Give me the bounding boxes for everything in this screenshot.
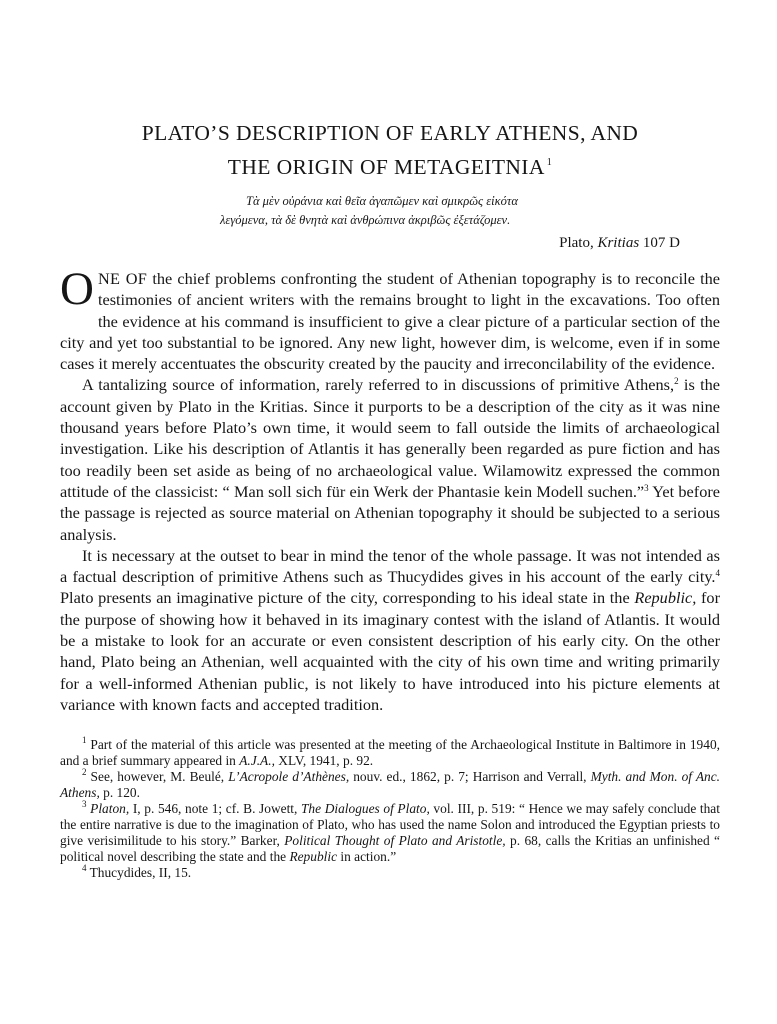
footnote-3 (60, 801, 720, 865)
epigraph-greek-line-2: λεγόμενα, τὰ δὲ θνητὰ καὶ ἀνθρώπινα ἀκριβῶς ἐξετάζομεν. (220, 213, 511, 227)
footnote-1-number: 1 (82, 735, 87, 746)
footnote-4-number: 4 (82, 863, 87, 874)
title-line-2: THE ORIGIN OF METAGEITNIA (227, 155, 545, 179)
lead-in-caps: NE OF (97, 269, 148, 288)
attribution-work: Kritias (597, 235, 640, 251)
paragraph-2 (60, 374, 720, 544)
footnote-3-work-3: Political Thought of Plato and Aristotle, (284, 833, 506, 849)
footnote-2-text-c: p. 120. (99, 785, 140, 801)
paragraph-3 (60, 545, 720, 715)
paragraph-3-text-c: for the purpose of showing how it behaved in its imaginary contest with the island of Atlantis. It would be a mistake to look for an accurate or even consistent description of his early city. On the other hand, Plato being an Athenian, well acquainted with the city of his own time and writing primarily for a well-informed Athenian public, is not likely to have introduced into his picture elements at variance with known facts and accepted tradition. (60, 588, 720, 714)
footnote-3-work-4: Republic (289, 849, 338, 865)
footnote-2-work-2: Myth. and Mon. of Anc. Athens, (60, 769, 720, 801)
article-body (60, 263, 721, 715)
republic-title: Republic, (634, 588, 697, 608)
footnote-2-text-a: See, however, M. Beulé, (86, 769, 229, 785)
title-line-1: PLATO’S DESCRIPTION OF EARLY ATHENS, AND (141, 121, 639, 145)
footnote-4-text: Thucydides, II, 15. (86, 865, 192, 881)
article-title (60, 118, 720, 182)
footnote-2-work-1: L’Acropole d’Athènes, (228, 769, 350, 785)
footnote-3-text-b: vol. III, p. 519: “ Hence we may safely conclude that the entire narrative is due to the imagination of Plato, who has used the name Solon and introduced the Egyptian priests to give verisimilitude to his story.” Barker, (60, 801, 720, 849)
footnote-2 (60, 769, 720, 801)
footnote-2-text-b: nouv. ed., 1862, p. 7; Harrison and Verrall, (349, 769, 591, 785)
footnote-4 (60, 865, 720, 881)
epigraph-greek-line-1: Τὰ μὲν οὐράνια καὶ θεῖα ἀγαπῶμεν καὶ σμικρῶς εἰκότα (246, 194, 518, 208)
footnote-2-number: 2 (82, 767, 87, 778)
footnote-1-text-b: XLV, 1941, p. 92. (274, 753, 374, 769)
footnote-3-number: 3 (82, 799, 87, 810)
paragraph-1-text: the chief problems confronting the student of Athenian topography is to reconcile the testimonies of ancient writers with the remains brought to light in the excavations. Too often the evidence at his command is insufficient to give a clear picture of a particular section of the city and yet too substantial to be ignored. Any new light, however dim, is welcome, even if in some cases it merely accentuates the obscurity created by the paucity and irreconcilability of the evidence. (60, 269, 720, 374)
paragraph-1 (60, 263, 720, 374)
footnote-1-text-a: Part of the material of this article was presented at the meeting of the Archaeological Institute in Baltimore in 1940, and a brief summary appeared in (60, 737, 720, 769)
footnote-3-text-d: in action.” (337, 849, 397, 865)
article-page (60, 118, 720, 881)
footnote-ref-3[interactable]: 3 (644, 482, 649, 493)
footnote-3-work-1: Platon, (90, 801, 130, 817)
footnote-ref-4[interactable]: 4 (715, 568, 720, 579)
footnote-1 (60, 737, 720, 769)
epigraph-attribution (220, 232, 680, 254)
paragraph-2-text-c: Yet before the passage is rejected as source material on Athenian topography it should be subjected to a serious analysis. (60, 481, 720, 544)
footnote-3-text-c: p. 68, calls the Kritias an unfinished “ political novel describing the state and the (60, 833, 720, 865)
epigraph (220, 192, 680, 254)
paragraph-3-text-a: It is necessary at the outset to bear in mind the tenor of the whole passage. It was not intended as a factual description of primitive Athens such as Thucydides gives in his account of the early city. (60, 545, 720, 587)
attribution-ref: 107 D (642, 235, 680, 251)
paragraph-3-text-b: Plato presents an imaginative picture of the city, corresponding to his ideal state in the (60, 588, 635, 608)
footnote-1-journal: A.J.A., (239, 753, 275, 769)
footnote-3-text-a: I, p. 546, note 1; cf. B. Jowett, (129, 801, 301, 817)
footnote-3-work-2: The Dialogues of Plato, (300, 801, 430, 817)
footnote-ref-2[interactable]: 2 (674, 376, 679, 387)
footnotes (60, 737, 720, 881)
paragraph-2-text-b: is the account given by Plato in the Kritias. Since it purports to be a description of the city as it was nine thousand years before Plato’s own time, it would seem to fall outside the limits of archaeological investigation. Like his description of Atlantis it has generally been regarded as pure fiction and has too readily been set aside as being of no archaeological value. Wilamowitz expressed the common attitude of the classicist: “ Man soll sich für ein Werk der Phantasie kein Modell suchen.” (60, 375, 721, 501)
paragraph-2-text-a: A tantalizing source of information, rarely referred to in discussions of primitive Athens, (82, 375, 675, 395)
drop-cap: O (60, 263, 94, 315)
attribution-author: Plato, (559, 235, 594, 251)
title-footnote-marker[interactable]: 1 (546, 157, 553, 168)
